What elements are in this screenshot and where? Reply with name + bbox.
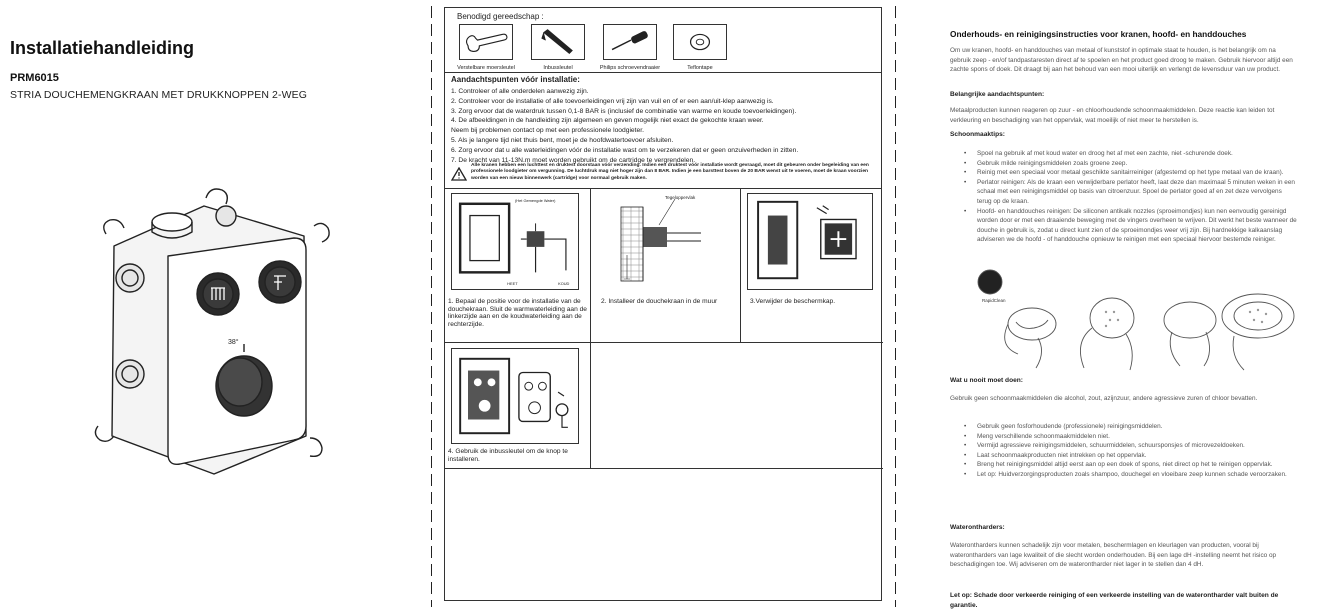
maintenance-panel	[948, 0, 1304, 613]
tool-label: Verstelbare moersleutel	[457, 65, 515, 71]
list-item: 4. De afbeeldingen in de handleiding zijn algemeen en geven mogelijk niet exact de gekochte kraan weer.	[451, 117, 764, 125]
step-3-text: 3.Verwijder de beschermkap.	[750, 298, 836, 305]
cut-mark	[431, 6, 432, 607]
grid-line	[590, 188, 591, 342]
step-2-text: 2. Installeer de douchekraan in de muur	[601, 298, 718, 305]
warning-text: Alle kranen hebben een luchttest en druktest doorstaan vóór verzending. Indien een druktest vóór installatie wordt gevraagd, moet dit gebeuren onder begeleiding van een professionele loodgieter om vergunning. De luchtdruk mag niet hoger zijn dan 8 BAR. Indien je een barsttest boven de 20 BAR wenst uit te voeren, moet de kraan voorzien worden van een nieuw binnenwerk (cartridge) voor normaal gebruik maken.	[471, 163, 869, 181]
hex-key-icon	[532, 25, 584, 59]
grid-line	[445, 468, 883, 469]
shower-valve-illustration	[94, 186, 338, 476]
list-item: 2. Controleer voor de installatie of alle toevoerleidingen vrij zijn van vuil en of er een aan/uit-klep aanwezig is.	[451, 97, 774, 105]
attention-title: Aandachtspunten vóór installatie:	[451, 75, 580, 84]
wrench-icon	[460, 25, 512, 59]
section-title: Onderhouds- en reinigingsinstructies voor kranen, hoofd- en handdouches	[950, 29, 1247, 39]
tape-icon	[674, 25, 726, 59]
tips-heading: Schoonmaaktips:	[950, 131, 1005, 138]
fig-label: KOUD	[558, 281, 570, 287]
list-item: • Let op: Huidverzorgingsproducten zoals shampoo, douchegel en vloeibare zeep kunnen schade veroorzaken.	[962, 470, 1298, 480]
softener-paragraph: Waterontharders kunnen schadelijk zijn voor metalen, beschermlagen en kleurlagen van producten, vooral bij waterontharders van lage kwaliteit of die slecht worden onderhouden. Bij een lage dH -instelling neemt het risico op beschadigingen toe. Wij adviseren om de waterontharder niet lager in te stellen dan 4 dH.	[950, 542, 1277, 569]
fig-label: (Het Gemengde Water)	[515, 197, 556, 203]
product-subtitle: STRIA DOUCHEMENGKRAAN MET DRUKKNOPPEN 2-WEG	[10, 89, 307, 101]
tool-hex-key	[531, 24, 585, 60]
list-item: • Reinig met een speciaal voor metaal geschikte sanitairreiniger (afgestemd op het type metaal van de kraan).	[962, 168, 1298, 178]
tool-tape	[673, 24, 727, 60]
list-item: • Perlator reinigen: Als de kraan een verwijderbare perlator heeft, laat deze dan maximaal 5 minuten weken in een schaal met een reinigingsmiddel op basis van citroenzuur. Spoel de perlator goed af en zet deze vervolgens terug op de kraan.	[962, 178, 1298, 207]
step-2-figure	[615, 193, 715, 290]
tools-title: Benodigd gereedschap :	[457, 12, 544, 21]
fig-label: HEET	[507, 281, 518, 287]
pressure-warning	[451, 163, 875, 189]
list-item: • Spoel na gebruik af met koud water en droog het af met een zachte, niet -schurende doek.	[962, 149, 1298, 159]
important-paragraph: Metaalproducten kunnen reageren op zuur - en chloorhoudende schoonmaakmiddelen. Deze reactie kan leiden tot verkleuring en beschadiging van het oppervlak, wat moeilijk of niet meer te herstellen is.	[950, 107, 1275, 124]
tool-label: Philips schroevendraaier	[599, 65, 661, 71]
tool-label: Inbussleutel	[543, 65, 573, 71]
page-title: Installatiehandleiding	[10, 38, 195, 58]
list-item: • Laat schoonmaakproducten niet intrekken op het oppervlak.	[962, 451, 1298, 461]
never-do-intro: Gebruik geen schoonmaakmiddelen die alcohol, zout, azijnzuur, andere agressieve zuren of chloor bevatten.	[950, 395, 1258, 402]
list-item: • Gebruik geen fosforhoudende (professionele) reinigingsmiddelen.	[962, 422, 1298, 432]
divider	[445, 188, 881, 189]
product-code: PRM6015	[10, 72, 59, 84]
step-1-figure	[451, 193, 579, 290]
tips-list	[962, 149, 1298, 245]
cleaning-illustration	[976, 268, 1298, 374]
list-item: 7. De kracht van 11-13N.m moet worden gebruikt om de cartridge te vergrendelen.	[451, 156, 696, 164]
step-3-figure	[747, 193, 873, 290]
list-item: • Gebruik milde reinigingsmiddelen zoals groene zeep.	[962, 159, 1298, 169]
grid-line	[445, 342, 883, 343]
intro-paragraph: Om uw kranen, hoofd- en handdouches van metaal of kunststof in optimale staat te houden, is het belangrijk om na gebruik zeep - en/of tandpastaresten direct af te spoelen en het product goed droog te maken. Gebruik hiervoor altijd een zachte spons of doek. Dit draagt bij aan het behoud van een mooi uiterlijk en verlengt de levensduur van uw product.	[950, 47, 1293, 74]
step-4-figure	[451, 348, 579, 444]
never-do-list	[962, 422, 1298, 480]
tool-label: Teflontape	[687, 65, 713, 71]
list-item: • Breng het reinigingsmiddel altijd eerst aan op een doek of spons, niet direct op het te reinigen oppervlak.	[962, 460, 1298, 470]
grid-line	[590, 342, 591, 468]
screwdriver-icon	[604, 25, 656, 59]
list-item: 3. Zorg ervoor dat de waterdruk tussen 0,1-8 BAR is (inclusief de combinatie van warme en koude toevoerleidingen).	[451, 107, 797, 115]
tool-screwdriver	[603, 24, 657, 60]
attention-list	[451, 87, 875, 165]
list-item: 6. Zorg ervoor dat u alle waterleidingen vóór de installatie wast om te verzekeren dat er geen onzuiverheden in zitten.	[451, 146, 799, 154]
list-item: Neem bij problemen contact op met een professionele loodgieter.	[451, 127, 644, 135]
divider	[445, 72, 881, 73]
list-item: • Hoofd- en handdouches reinigen: De siliconen antikalk nozzles (sproeimondjes) kun nen eenvoudig gereinigd worden door er met een draaiende beweging met de vingers overheen te wrijven. Dit werkt het beste wanneer de douche in gebruik is, zodat u direct kunt zien of de sproeimondjes weer vrij zijn. Bij hardnekkige kalkaanslag adviseren we de hoofd - of handdouche opnieuw te reinigen met een speciaal hiervoor bestemde reiniger.	[962, 207, 1298, 245]
list-item: 5. Als je langere tijd niet thuis bent, moet je de hoofdwatertoevoer afsluiten.	[451, 136, 674, 144]
never-do-heading: Wat u nooit moet doen:	[950, 377, 1024, 384]
illus-label: RapidClean	[982, 298, 1006, 303]
guarantee-warning: Let op: Schade door verkeerde reiniging of een verkeerde instelling van de waterontharder valt buiten de garantie.	[950, 592, 1279, 609]
list-item: • Meng verschillende schoonmaakmiddelen niet.	[962, 432, 1298, 442]
softener-heading: Waterontharders:	[950, 524, 1005, 531]
warning-icon	[451, 167, 467, 181]
temperature-marking: 38°	[228, 339, 239, 346]
list-item: 1. Controleer of alle onderdelen aanwezig zijn.	[451, 88, 589, 95]
list-item: • Vermijd agressieve reinigingsmiddelen, schuurmiddelen, schuursponsjes of microvezeldoeken.	[962, 441, 1298, 451]
step-1-text: 1. Bepaal de positie voor de installatie van de douchekraan. Sluit de warmwaterleiding aan de linkerzijde aan en de koudwaterleiding aan de rechterzijde.	[448, 298, 587, 328]
fig-label: Tegeloppervlak	[665, 195, 696, 200]
important-heading: Belangrijke aandachtspunten:	[950, 91, 1045, 98]
grid-line	[740, 188, 741, 342]
tool-wrench	[459, 24, 513, 60]
cover-panel	[0, 0, 420, 613]
cut-mark	[895, 6, 896, 607]
step-4-text: 4. Gebruik de inbussleutel om de knop te installeren.	[448, 448, 568, 463]
installation-panel	[444, 7, 882, 601]
